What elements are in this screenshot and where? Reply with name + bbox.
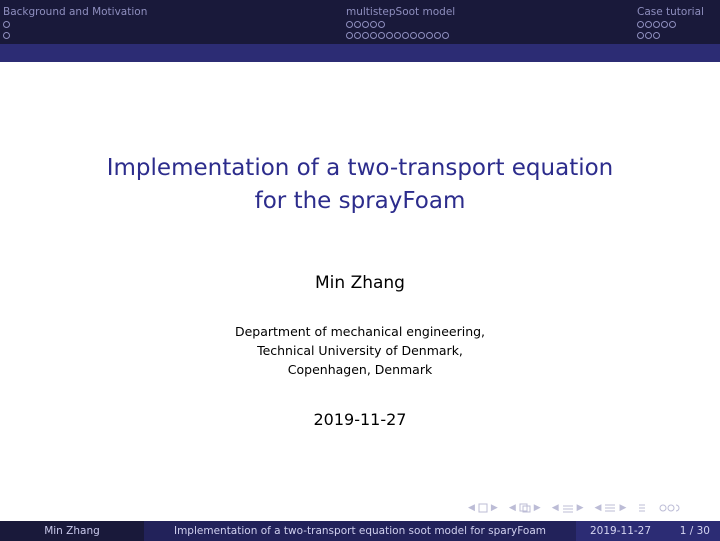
- beamer-navigation-symbols: [468, 500, 682, 516]
- subsection-icon[interactable]: [519, 503, 531, 513]
- nav-dots-row[interactable]: [637, 21, 704, 29]
- nav-frame-dot[interactable]: [370, 21, 377, 28]
- slide-affiliation: [0, 322, 720, 379]
- nav-frame-dot[interactable]: [3, 21, 10, 28]
- slide-title-line: Implementation of a two-transport equation: [106, 155, 614, 181]
- nav-frame-dot[interactable]: [3, 32, 10, 39]
- nav-section-label[interactable]: Background and Motivation: [3, 6, 148, 18]
- nav-right-arrow-icon[interactable]: ▶: [619, 503, 627, 513]
- nav-section-case-tutorial[interactable]: [637, 7, 704, 40]
- nav-frame-dot[interactable]: [378, 32, 385, 39]
- slide-date: 2019-11-27: [313, 410, 407, 429]
- nav-frame-dot[interactable]: [669, 21, 676, 28]
- nav-right-arrow-icon[interactable]: ▶: [576, 503, 584, 513]
- header-band: [0, 44, 720, 62]
- appendix-icon[interactable]: [637, 503, 647, 513]
- nav-frame-dot[interactable]: [653, 32, 660, 39]
- slide-title: [0, 152, 720, 218]
- nav-section-label[interactable]: Case tutorial: [637, 6, 704, 18]
- nav-frame-dot[interactable]: [346, 21, 353, 28]
- nav-frame-dot[interactable]: [410, 32, 417, 39]
- nav-frame-dot[interactable]: [434, 32, 441, 39]
- footer-title: Implementation of a two-transport equation soot model for sparyFoam: [144, 521, 576, 541]
- nav-section-background[interactable]: [3, 7, 147, 40]
- nav-frame-dot[interactable]: [386, 32, 393, 39]
- nav-frame-dot[interactable]: [378, 21, 385, 28]
- nav-left-arrow-icon[interactable]: ◀: [594, 503, 602, 513]
- nav-section-multistep[interactable]: [346, 7, 455, 40]
- nav-frame-dot[interactable]: [426, 32, 433, 39]
- nav-frame-dot[interactable]: [653, 21, 660, 28]
- footer-page-number: 1 / 30: [679, 525, 710, 537]
- nav-left-arrow-icon[interactable]: ◀: [508, 503, 516, 513]
- nav-dots-row[interactable]: [637, 32, 704, 40]
- document-icon[interactable]: [604, 503, 616, 513]
- affiliation-line: Technical University of Denmark,: [257, 343, 463, 358]
- slide-title-line: for the sprayFoam: [254, 188, 466, 214]
- nav-frame-dot[interactable]: [362, 32, 369, 39]
- nav-right-arrow-icon[interactable]: ▶: [533, 503, 541, 513]
- nav-section-label[interactable]: multistepSoot model: [346, 6, 456, 18]
- nav-frame-dot[interactable]: [637, 21, 644, 28]
- search-back-icon[interactable]: [658, 503, 682, 513]
- section-icon[interactable]: [562, 503, 574, 513]
- footer-bar: [0, 521, 720, 541]
- nav-frame-dot[interactable]: [637, 32, 644, 39]
- slide-author: Min Zhang: [315, 273, 405, 293]
- nav-frame-dot[interactable]: [442, 32, 449, 39]
- nav-dots-row[interactable]: [346, 21, 455, 29]
- footer-date: 2019-11-27: [590, 525, 652, 537]
- nav-frame-dot[interactable]: [645, 32, 652, 39]
- nav-frame-dot[interactable]: [661, 21, 668, 28]
- footer-author: Min Zhang: [0, 521, 144, 541]
- nav-frame-dot[interactable]: [354, 21, 361, 28]
- nav-left-arrow-icon[interactable]: ◀: [551, 503, 559, 513]
- nav-dots-row[interactable]: [346, 32, 455, 40]
- nav-right-arrow-icon[interactable]: ▶: [490, 503, 498, 513]
- nav-frame-dot[interactable]: [394, 32, 401, 39]
- nav-frame-dot[interactable]: [354, 32, 361, 39]
- nav-frame-dot[interactable]: [370, 32, 377, 39]
- header-nav-bar: [0, 0, 720, 44]
- nav-frame-dot[interactable]: [418, 32, 425, 39]
- frame-icon[interactable]: [478, 503, 488, 513]
- nav-frame-dot[interactable]: [362, 21, 369, 28]
- nav-dots-row[interactable]: [3, 32, 147, 40]
- nav-dots-row[interactable]: [3, 21, 147, 29]
- affiliation-line: Copenhagen, Denmark: [287, 362, 433, 377]
- nav-frame-dot[interactable]: [645, 21, 652, 28]
- nav-left-arrow-icon[interactable]: ◀: [468, 503, 475, 513]
- nav-frame-dot[interactable]: [346, 32, 353, 39]
- affiliation-line: Department of mechanical engineering,: [234, 324, 486, 339]
- nav-frame-dot[interactable]: [402, 32, 409, 39]
- footer-date-page: [576, 521, 720, 541]
